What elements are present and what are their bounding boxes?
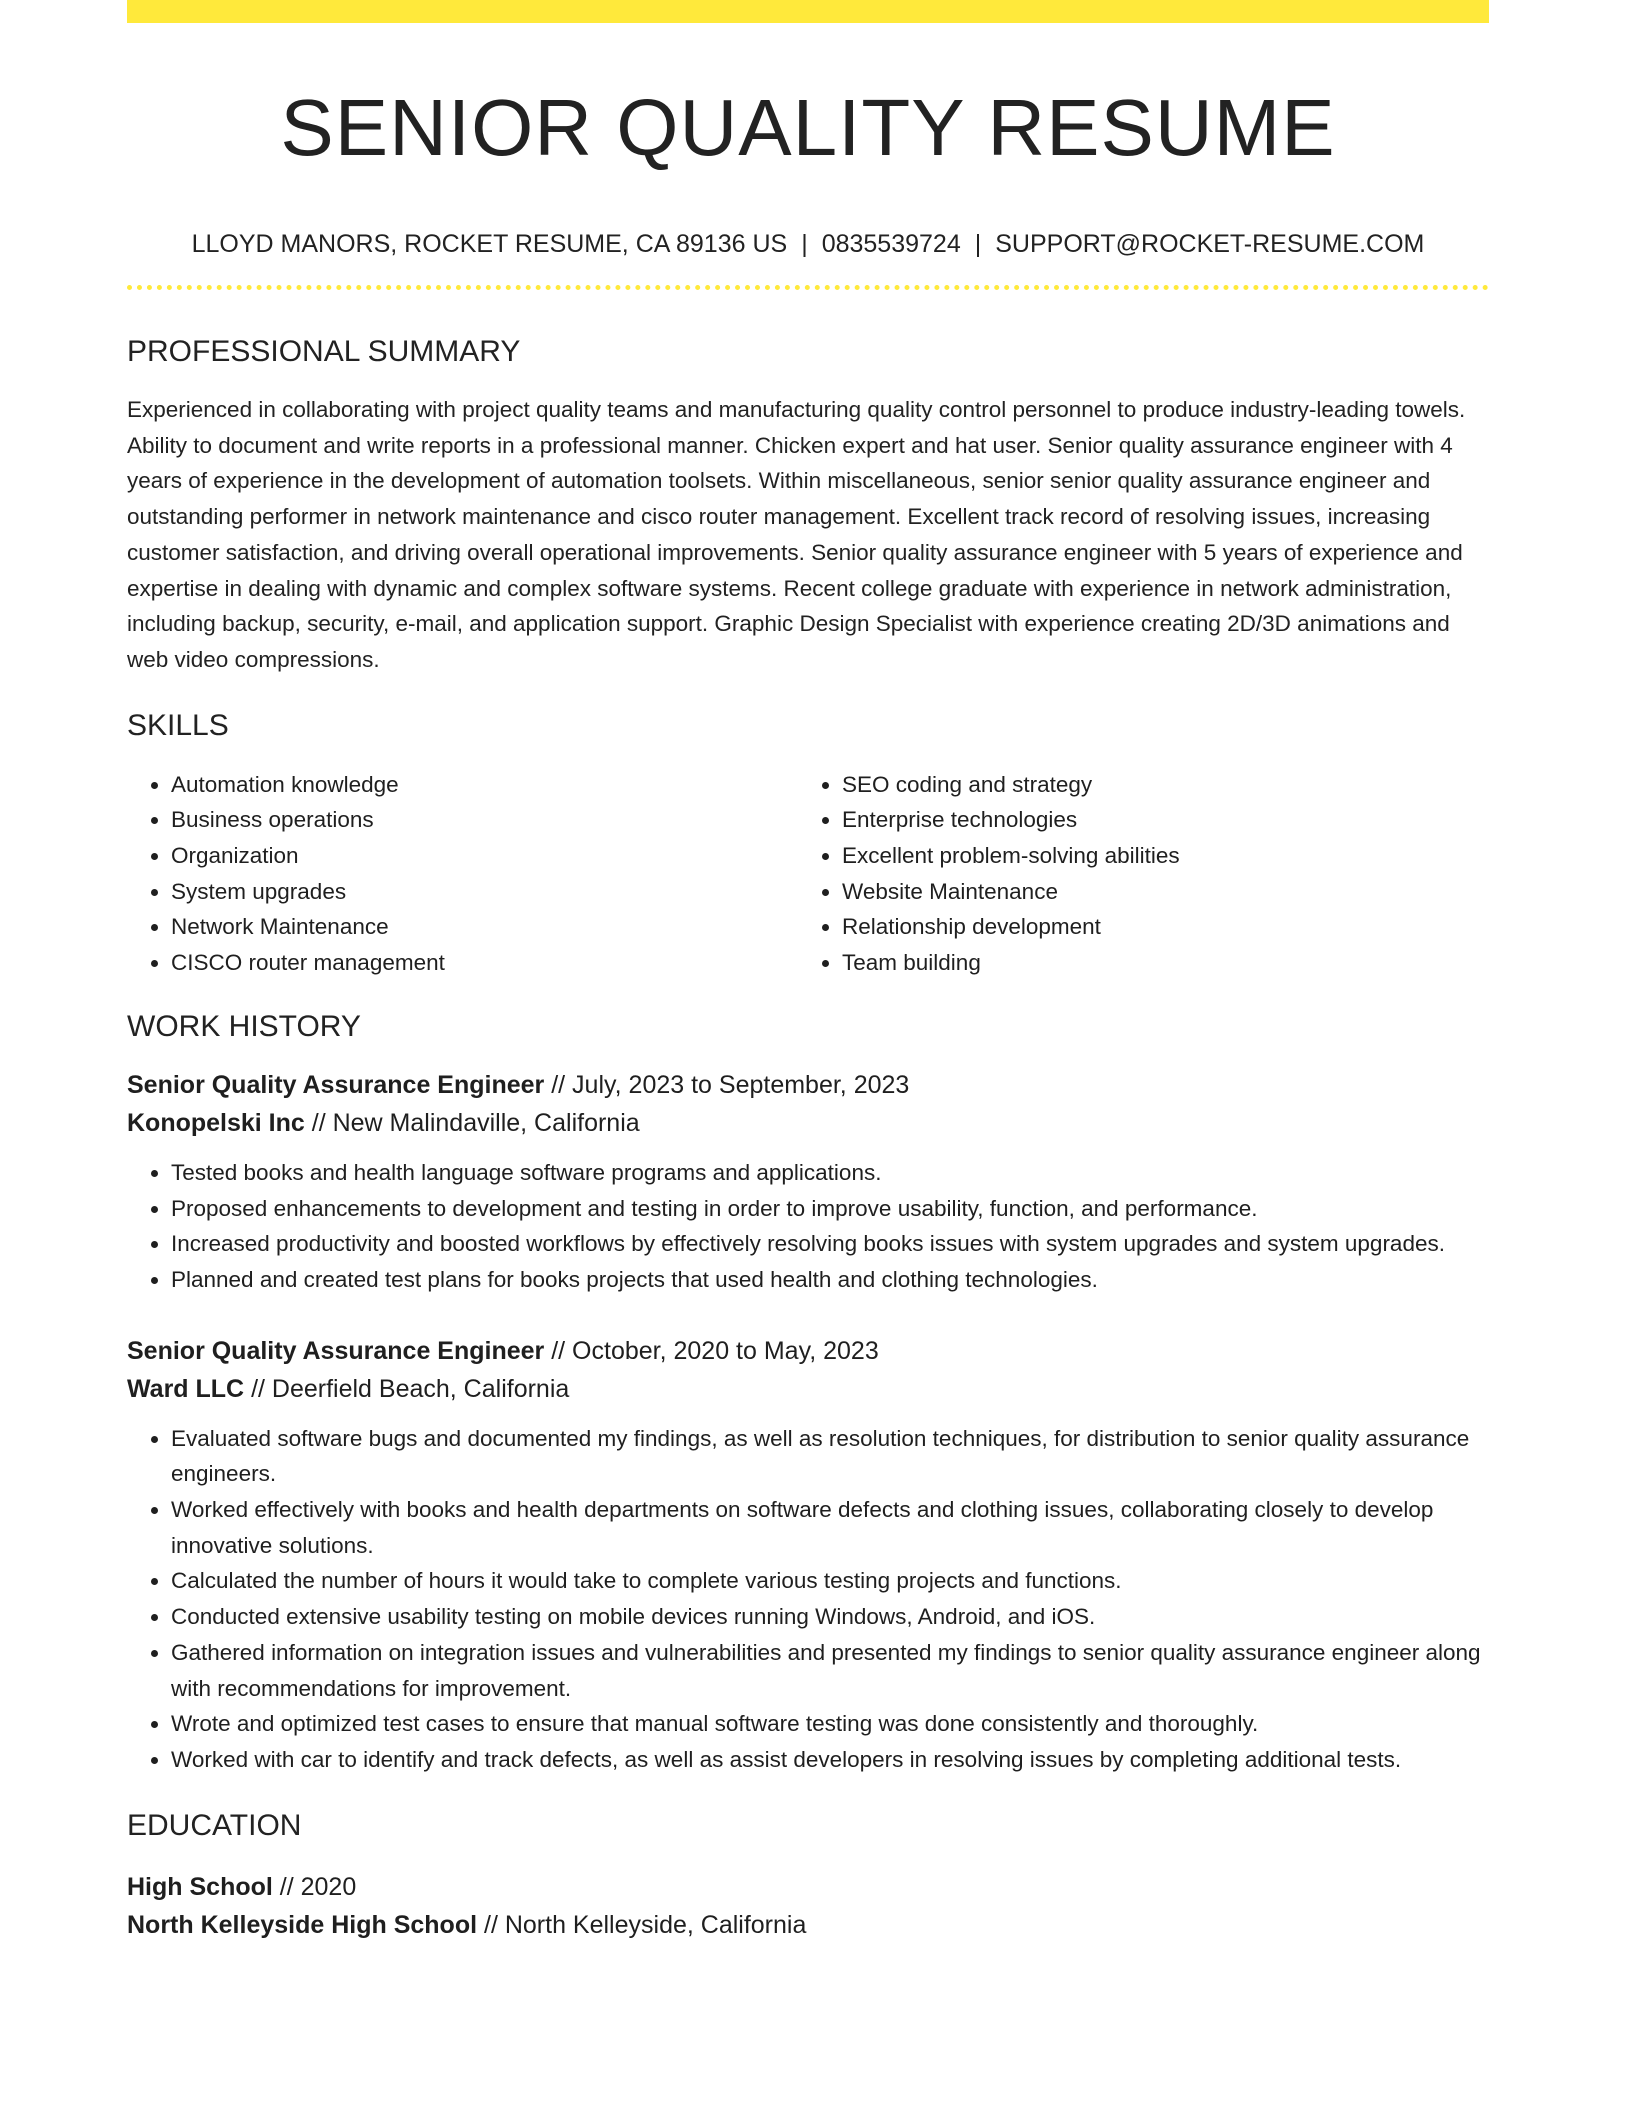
- job-dates: // July, 2023 to September, 2023: [544, 1070, 910, 1099]
- job-bullet: • Wrote and optimized test cases to ensure that manual software testing was done consistently and thoroughly.: [171, 1706, 1489, 1742]
- skills-list-left: [127, 767, 798, 981]
- contact-email: SUPPORT@ROCKET-RESUME.COM: [995, 230, 1425, 258]
- skill-item: • Website Maintenance: [842, 874, 1469, 910]
- skill-item: • CISCO router management: [171, 945, 798, 981]
- job-company-line: [127, 1370, 1489, 1408]
- skill-item: • Business operations: [171, 802, 798, 838]
- job-bullet: • Planned and created test plans for books projects that used health and clothing technologies.: [171, 1262, 1489, 1298]
- skills-list-right: [798, 767, 1469, 981]
- skills-columns: [127, 767, 1489, 981]
- summary-heading: PROFESSIONAL SUMMARY: [127, 335, 521, 368]
- job-location: // Deerfield Beach, California: [244, 1374, 570, 1403]
- skill-item: • System upgrades: [171, 874, 798, 910]
- job-bullet: • Gathered information on integration issues and vulnerabilities and presented my findings to senior quality assurance engineer along with recommendations for improvement.: [171, 1635, 1489, 1706]
- skills-heading: SKILLS: [127, 708, 229, 742]
- job-company: Ward LLC: [127, 1374, 245, 1403]
- education-degree-line: [127, 1868, 1489, 1906]
- job-title-line: [127, 1066, 1489, 1104]
- job-role: Senior Quality Assurance Engineer: [127, 1070, 545, 1099]
- job-company-line: [127, 1104, 1489, 1142]
- skill-item: • Enterprise technologies: [842, 802, 1469, 838]
- resume-content: [127, 0, 1489, 1944]
- education-location: // North Kelleyside, California: [477, 1910, 807, 1939]
- job-bullet: • Conducted extensive usability testing on mobile devices running Windows, Android, and iOS.: [171, 1599, 1489, 1635]
- contact-line: [127, 229, 1489, 259]
- contact-phone: 0835539724: [821, 230, 961, 258]
- education-heading: EDUCATION: [127, 1808, 302, 1842]
- skill-item: • Network Maintenance: [171, 909, 798, 945]
- contact-separator: |: [974, 230, 982, 258]
- education-school-line: [127, 1906, 1489, 1944]
- skill-item: • Automation knowledge: [171, 767, 798, 803]
- job-company: Konopelski Inc: [127, 1108, 305, 1137]
- job-bullets: [127, 1155, 1489, 1298]
- resume-title: SENIOR QUALITY RESUME: [280, 83, 1336, 172]
- job-dates: // October, 2020 to May, 2023: [544, 1336, 879, 1365]
- dotted-divider: [127, 285, 1489, 290]
- job-bullets: [127, 1421, 1489, 1778]
- skill-item: • Team building: [842, 945, 1469, 981]
- job-bullet: • Calculated the number of hours it would take to complete various testing projects and functions.: [171, 1563, 1489, 1599]
- education-degree: High School: [127, 1872, 273, 1901]
- skill-item: • SEO coding and strategy: [842, 767, 1469, 803]
- contact-separator: |: [801, 230, 808, 258]
- job-bullet: • Evaluated software bugs and documented my findings, as well as resolution techniques, for distribution to senior quality assurance engineers.: [171, 1421, 1489, 1492]
- job-title-line: [127, 1332, 1489, 1370]
- job-bullet: • Worked with car to identify and track defects, as well as assist developers in resolving issues by completing additional tests.: [171, 1742, 1489, 1778]
- job-bullet: • Worked effectively with books and health departments on software defects and clothing issues, collaborating closely to develop innovative solutions.: [171, 1492, 1489, 1563]
- job-role: Senior Quality Assurance Engineer: [127, 1336, 545, 1365]
- skill-item: • Relationship development: [842, 909, 1469, 945]
- work-history-heading: WORK HISTORY: [127, 1009, 361, 1043]
- education-year: // 2020: [272, 1872, 357, 1901]
- education-school: North Kelleyside High School: [127, 1910, 478, 1939]
- skill-item: • Organization: [171, 838, 798, 874]
- job-bullet: • Proposed enhancements to development and testing in order to improve usability, function, and performance.: [171, 1191, 1489, 1227]
- job-entry: [127, 1066, 1489, 1298]
- job-location: // New Malindaville, California: [304, 1108, 640, 1137]
- summary-text: Experienced in collaborating with project quality teams and manufacturing quality control personnel to produce industry-leading towels. Ability to document and write reports in a professional manner. Chicken expert and hat user. Senior quality assurance engineer with 4 years of experience in the development of automation toolsets. Within miscellaneous, senior senior quality assurance engineer and outstanding performer in network maintenance and cisco router management. Excellent track record of resolving issues, increasing customer satisfaction, and driving overall operational improvements. Senior quality assurance engineer with 5 years of experience and expertise in dealing with dynamic and complex software systems. Recent college graduate with experience in network administration, including backup, security, e-mail, and application support. Graphic Design Specialist with experience creating 2D/3D animations and web video compressions.: [127, 397, 1466, 672]
- job-bullet: • Increased productivity and boosted workflows by effectively resolving books issues with system upgrades and system upgrades.: [171, 1226, 1489, 1262]
- skill-item: • Excellent problem-solving abilities: [842, 838, 1469, 874]
- job-bullet: • Tested books and health language software programs and applications.: [171, 1155, 1489, 1191]
- contact-address: LLOYD MANORS, ROCKET RESUME, CA 89136 US: [191, 230, 788, 258]
- job-entry: [127, 1332, 1489, 1778]
